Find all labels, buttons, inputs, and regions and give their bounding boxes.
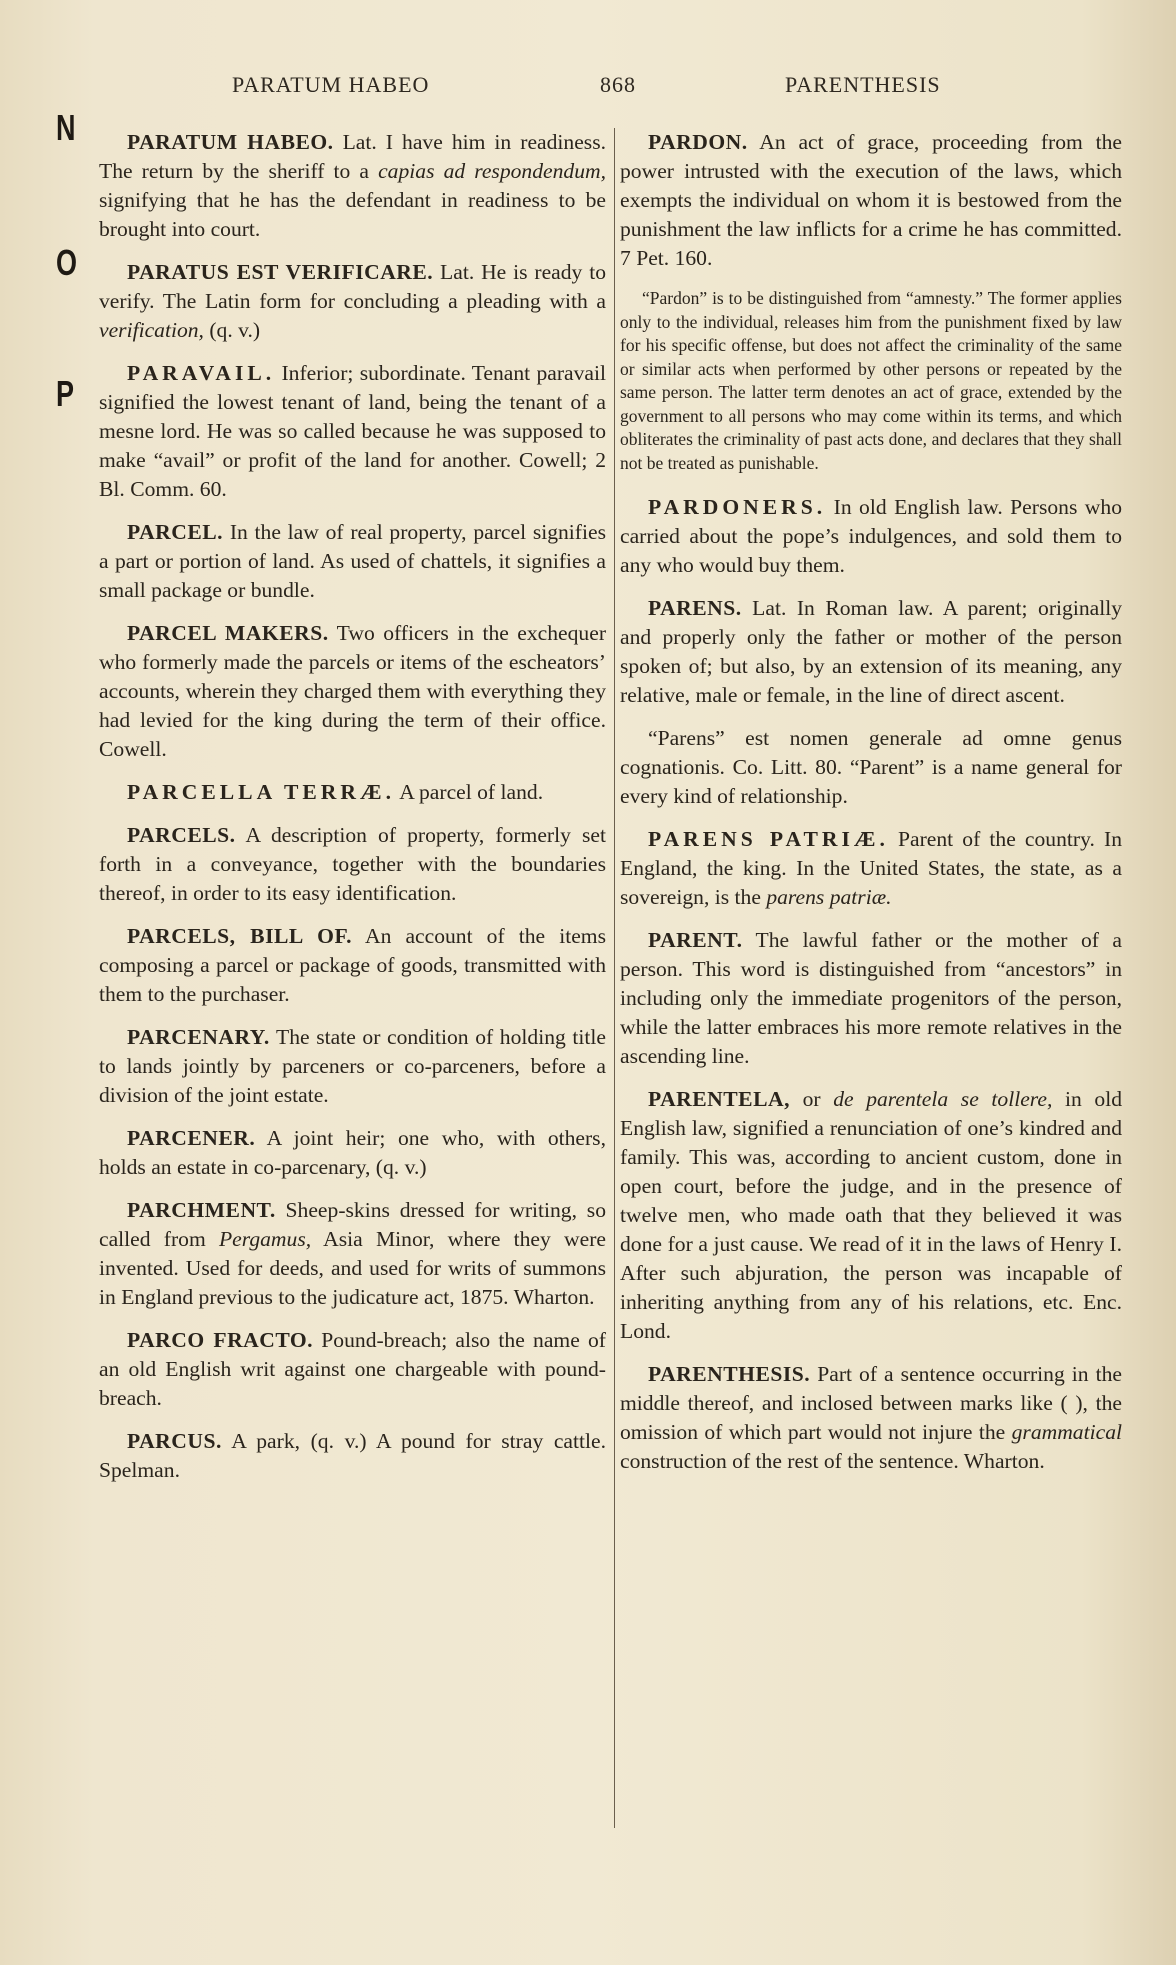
entry-parcel-makers xyxy=(99,619,606,764)
definition: Inferior; subordinate. Tenant paravail signified the lowest tenant of land, being the tenant of a mesne lord. He was so called because he was supposed to make “avail” or profit of the land for another. Cowell; 2 Bl. Comm. 60. xyxy=(99,361,606,501)
entry-parcenary xyxy=(99,1023,606,1110)
entry-paravail xyxy=(99,359,606,504)
entry-parent xyxy=(620,926,1122,1071)
headword: PARCUS. xyxy=(127,1429,222,1453)
definition: Pound-breach; also the name of an old English writ against one chargeable with pound-breach. xyxy=(99,1328,606,1410)
entry-parentela xyxy=(620,1085,1122,1346)
headword: PARATUS EST VERIFICARE. xyxy=(127,260,434,284)
definition: The state or condition of holding title to lands jointly by parceners or co-parceners, before a division of the joint estate. xyxy=(99,1025,606,1107)
italic-term: de parentela se tollere, xyxy=(833,1087,1053,1111)
headword: PARCELLA TERRÆ. xyxy=(127,780,395,804)
headword: PARENT. xyxy=(648,928,743,952)
headword: PARCELS. xyxy=(127,823,236,847)
thumb-index-o[interactable]: O xyxy=(56,242,78,283)
connector: or xyxy=(789,1087,834,1111)
header-left-guide-word: PARATUM HABEO xyxy=(232,72,430,97)
entry-pardoners xyxy=(620,493,1122,580)
headword: PARENS PATRIÆ. xyxy=(648,827,889,851)
entry-parchment xyxy=(99,1196,606,1312)
headword: PARDONERS. xyxy=(648,495,827,519)
entry-parens xyxy=(620,594,1122,710)
definition-tail: (q. v.) xyxy=(203,318,261,342)
page-number: 868 xyxy=(600,72,636,97)
column-divider xyxy=(614,128,615,1828)
definition-tail: construction of the rest of the sentence. Wharton. xyxy=(620,1449,1045,1473)
headword: PARENTELA, xyxy=(648,1087,790,1111)
running-header xyxy=(0,72,1176,102)
headword: PARDON. xyxy=(648,130,748,154)
headword: PARAVAIL. xyxy=(127,361,276,385)
definition: A joint heir; one who, with others, holds an estate in co-parcenary, (q. v.) xyxy=(99,1126,606,1179)
definition: Lat. In Roman law. A parent; originally and properly only the father or mother of the person spoken of; but also, by an extension of its meaning, any relative, male or female, in the line of direct ascent. xyxy=(620,596,1122,707)
entry-parens-patriae xyxy=(620,825,1122,912)
italic-term: capias ad respondendum, xyxy=(378,159,606,183)
entry-parcel xyxy=(99,518,606,605)
entry-parcels-bill-of xyxy=(99,922,606,1009)
entry-pardon-note: “Pardon” is to be distinguished from “amnesty.” The former applies only to the individual, releases him from the punishment fixed by law for his specific offense, but does not affect the criminality of the same or similar acts when performed by other persons or repeated by the same person. The latter term denotes an act of grace, extended by the government to all persons who may come within its terms, and which obliterates the criminality of past acts done, and declares that they shall not be treated as punishable. xyxy=(620,288,1122,473)
entry-paratus-est-verificare xyxy=(99,258,606,345)
italic-term: grammatical xyxy=(1011,1420,1122,1444)
entry-paratum-habeo xyxy=(99,128,606,244)
definition: Two officers in the exchequer who formerly made the parcels or items of the escheators’ accounts, wherein they charged them with everything they had levied for the king during the term of their office. Cowell. xyxy=(99,621,607,761)
definition: in old English law, signified a renunciation of one’s kindred and family. This was, according to ancient custom, done in open court, before the judge, and in the presence of twelve men, who made oath that they believed it was done for a just cause. We read of it in the laws of Henry I. After such abjuration, the person was incapable of inheriting anything from any of his relations, etc. Enc. Lond. xyxy=(620,1087,1122,1343)
header-right-guide-word: PARENTHESIS xyxy=(785,72,941,97)
definition: A parcel of land. xyxy=(394,780,544,804)
definition: A description of property, formerly set forth in a conveyance, together with the boundaries thereof, in order to its easy identification. xyxy=(99,823,606,905)
entry-pardon xyxy=(620,128,1122,273)
entry-parenthesis xyxy=(620,1360,1122,1476)
definition: In old English law. Persons who carried about the pope’s indulgences, and sold them to any who would buy them. xyxy=(620,495,1122,577)
right-column xyxy=(620,128,1122,1490)
definition: An account of the items composing a parcel or package of goods, transmitted with them to the purchaser. xyxy=(99,924,606,1006)
definition: Parent of the country. In England, the king. In the United States, the state, as a sovereign, is the xyxy=(620,827,1122,909)
left-column xyxy=(99,128,606,1499)
headword: PARENTHESIS. xyxy=(648,1362,811,1386)
headword: PARCELS, BILL OF. xyxy=(127,924,353,948)
italic-term: parens patriæ. xyxy=(766,885,892,909)
italic-term: verification, xyxy=(99,318,204,342)
headword: PARENS. xyxy=(648,596,742,620)
definition: A park, (q. v.) A pound for stray cattle. Spelman. xyxy=(99,1429,606,1482)
headword: PARCHMENT. xyxy=(127,1198,276,1222)
definition: The lawful father or the mother of a person. This word is distinguished from “ancestors” in including only the immediate progenitors of the person, while the latter embraces his more remote relatives in the ascending line. xyxy=(620,928,1122,1068)
thumb-index-n[interactable]: N xyxy=(56,107,76,148)
headword: PARATUM HABEO. xyxy=(127,130,334,154)
entry-parens-quote: “Parens” est nomen generale ad omne genus cognationis. Co. Litt. 80. “Parent” is a name general for every kind of relationship. xyxy=(620,726,1122,808)
headword: PARCENARY. xyxy=(127,1025,270,1049)
entry-parcels xyxy=(99,821,606,908)
definition: In the law of real property, parcel signifies a part or portion of land. As used of chattels, it signifies a small package or bundle. xyxy=(99,520,606,602)
definition-tail: signifying that he has the defendant in readiness to be brought into court. xyxy=(99,188,606,241)
headword: PARCEL MAKERS. xyxy=(127,621,329,645)
definition: Lat. I have him in readiness. The return by the sheriff to a xyxy=(99,130,607,183)
entry-parcella-terrae xyxy=(99,778,606,807)
headword: PARCO FRACTO. xyxy=(127,1328,314,1352)
definition: Part of a sentence occurring in the middle thereof, and inclosed between marks like ( ), the omission of which part would not injure the xyxy=(620,1362,1122,1444)
definition: Lat. He is ready to verify. The Latin form for concluding a pleading with a xyxy=(99,260,606,313)
italic-term: Pergamus, xyxy=(218,1227,312,1251)
thumb-index-p[interactable]: P xyxy=(56,373,75,414)
definition: Sheep-skins dressed for writing, so called from xyxy=(99,1198,606,1251)
headword: PARCEL. xyxy=(127,520,224,544)
entry-parcus xyxy=(99,1427,606,1485)
headword: PARCENER. xyxy=(127,1126,256,1150)
entry-parco-fracto xyxy=(99,1326,606,1413)
entry-parcener xyxy=(99,1124,606,1182)
definition-tail: Asia Minor, where they were invented. Used for deeds, and used for writs of summons in England previous to the judicature act, 1875. Wharton. xyxy=(99,1227,606,1309)
definition: An act of grace, proceeding from the power intrusted with the execution of the laws, which exempts the individual on whom it is bestowed from the punishment the law inflicts for a crime he has committed. 7 Pet. 160. xyxy=(620,130,1122,270)
